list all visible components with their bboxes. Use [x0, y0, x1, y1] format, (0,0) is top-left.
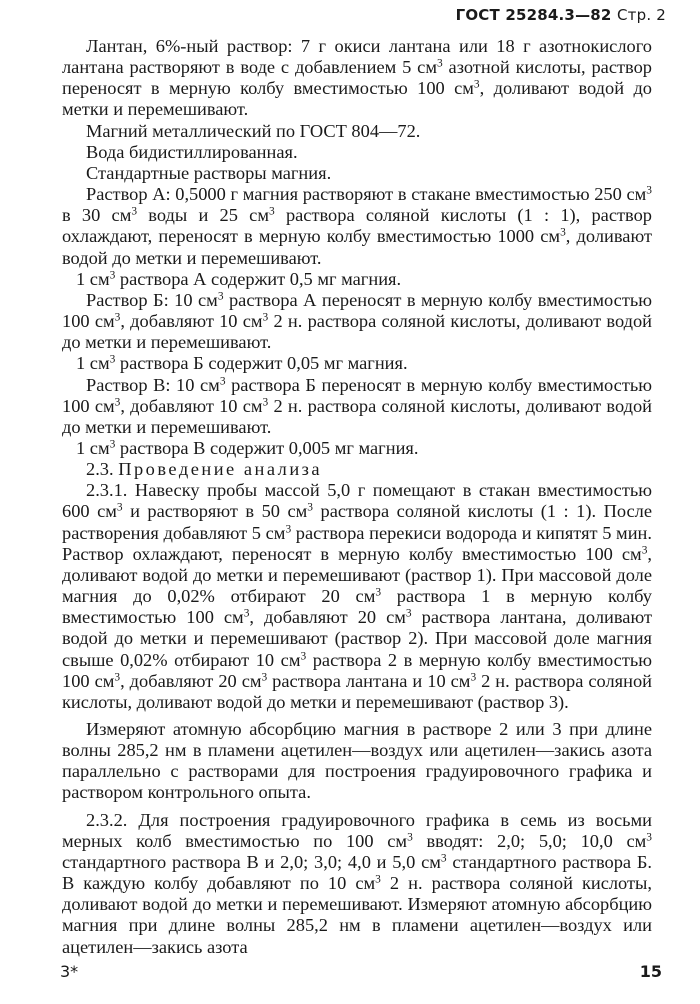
paragraph-solution-v-content: 1 $см^3$ раствора В содержит 0,005 мг магния.: [76, 437, 419, 458]
paragraph-solution-b: Раствор Б: 10 $см^3$ раствора А переносят в мерную колбу вместимостью 100 $см^3$, добавляют 10 $см^3$ 2 н. раствора соляной кислоты, доливают водой до метки и перемешивают.: [62, 289, 653, 353]
paragraph-solution-v: Раствор В: 10 $см^3$ раствора Б переносят в мерную колбу вместимостью 100 $см^3$, добавляют 10 $см^3$ 2 н. раствора соляной кислоты, доливают водой до метки и перемешивают.: [62, 374, 653, 437]
paragraph-magnesium-metal: Магний металлический по ГОСТ 804—72.: [86, 120, 421, 141]
section-title: Проведение анализа: [118, 459, 323, 480]
section-heading-2-3: 2.3. Проведение анализа: [86, 459, 323, 480]
page-label: Стр. 2: [616, 6, 666, 24]
paragraph-2-3-1: 2.3.1. Навеску пробы массой 5,0 г помещают в стакан вместимостью 600 $см^3$ и растворяют в 50 $см^3$ раствора соляной кислоты (1 : 1). После растворения добавляют 5 $см^3$ раствора перекиси водорода и кипятят 5 мин. Раствор охлаждают, переносят в мерную колбу вместимостью 100 $см^3$, доливают водой до метки и перемешивают (раствор 1). При массовой доле магния до 0,02% отбирают 20 $см^3$ раствора 1 в мерную колбу вместимостью 100 $см^3$, добавляют 20 $см^3$ раствора лантана, доливают водой до метки и перемешивают (раствор 2). При массовой доле магния свыше 0,02% отбирают 10 $см^3$ раствора 2 в мерную колбу вместимостью 100 $см^3$, добавляют 20 $см^3$ раствора лантана и 10 $см^3$ 2 н. раствора соляной кислоты, доливают водой до метки и перемешивают (раствор 3).: [62, 480, 653, 712]
document-body: [62, 36, 652, 958]
paragraph-solution-b-content: 1 $см^3$ раствора Б содержит 0,05 мг магния.: [76, 353, 408, 374]
page-header: [456, 6, 666, 24]
paragraph-measurement: Измеряют атомную абсорбцию магния в растворе 2 или 3 при длине волны 285,2 нм в пламени ацетилен—воздух или ацетилен—закись азота параллельно с растворами для построения градуировочного графика и раствором контрольного опыта.: [62, 719, 652, 803]
paragraph-solution-a-content: 1 $см^3$ раствора А содержит 0,5 мг магния.: [76, 268, 402, 289]
page-number: 15: [639, 962, 662, 981]
standard-number: ГОСТ 25284.3—82: [455, 6, 612, 24]
paragraph-standard-solutions: Стандартные растворы магния.: [86, 162, 332, 183]
paragraph-solution-a: Раствор А: 0,5000 г магния растворяют в стакане вместимостью 250 $см^3$ в 30 $см^3$ воды и 25 $см^3$ раствора соляной кислоты (1 : 1), раствор охлаждают, переносят в мерную колбу вместимостью 1000 $см^3$, доливают водой до метки и перемешивают.: [62, 184, 652, 268]
paragraph-lanthanum: Лантан, 6%-ный раствор: 7 г окиси лантана или 18 г азотнокислого лантана растворяют в воде с добавлением 5 $см^3$ азотной кислоты, раствор переносят в мерную колбу вместимостью 100 $см^3$, доливают водой до метки и перемешивают.: [62, 36, 652, 120]
paragraph-2-3-2: 2.3.2. Для построения градуировочного графика в семь из восьми мерных колб вместимостью по 100 $см^3$ вводят: 2,0; 5,0; 10,0 $см^3$ стандартного раствора В и 2,0; 3,0; 4,0 и 5,0 $см^3$ стандартного раствора Б. В каждую колбу добавляют по 10 $см^3$ 2 н. раствора соляной кислоты, доливают водой до метки и перемешивают. Измеряют атомную абсорбцию магния при длине волны 285,2 нм в пламени ацетилен—воздух или ацетилен—закись азота: [62, 809, 653, 957]
signature-mark: 3*: [60, 962, 79, 981]
paragraph-water: Вода бидистиллированная.: [86, 141, 298, 162]
